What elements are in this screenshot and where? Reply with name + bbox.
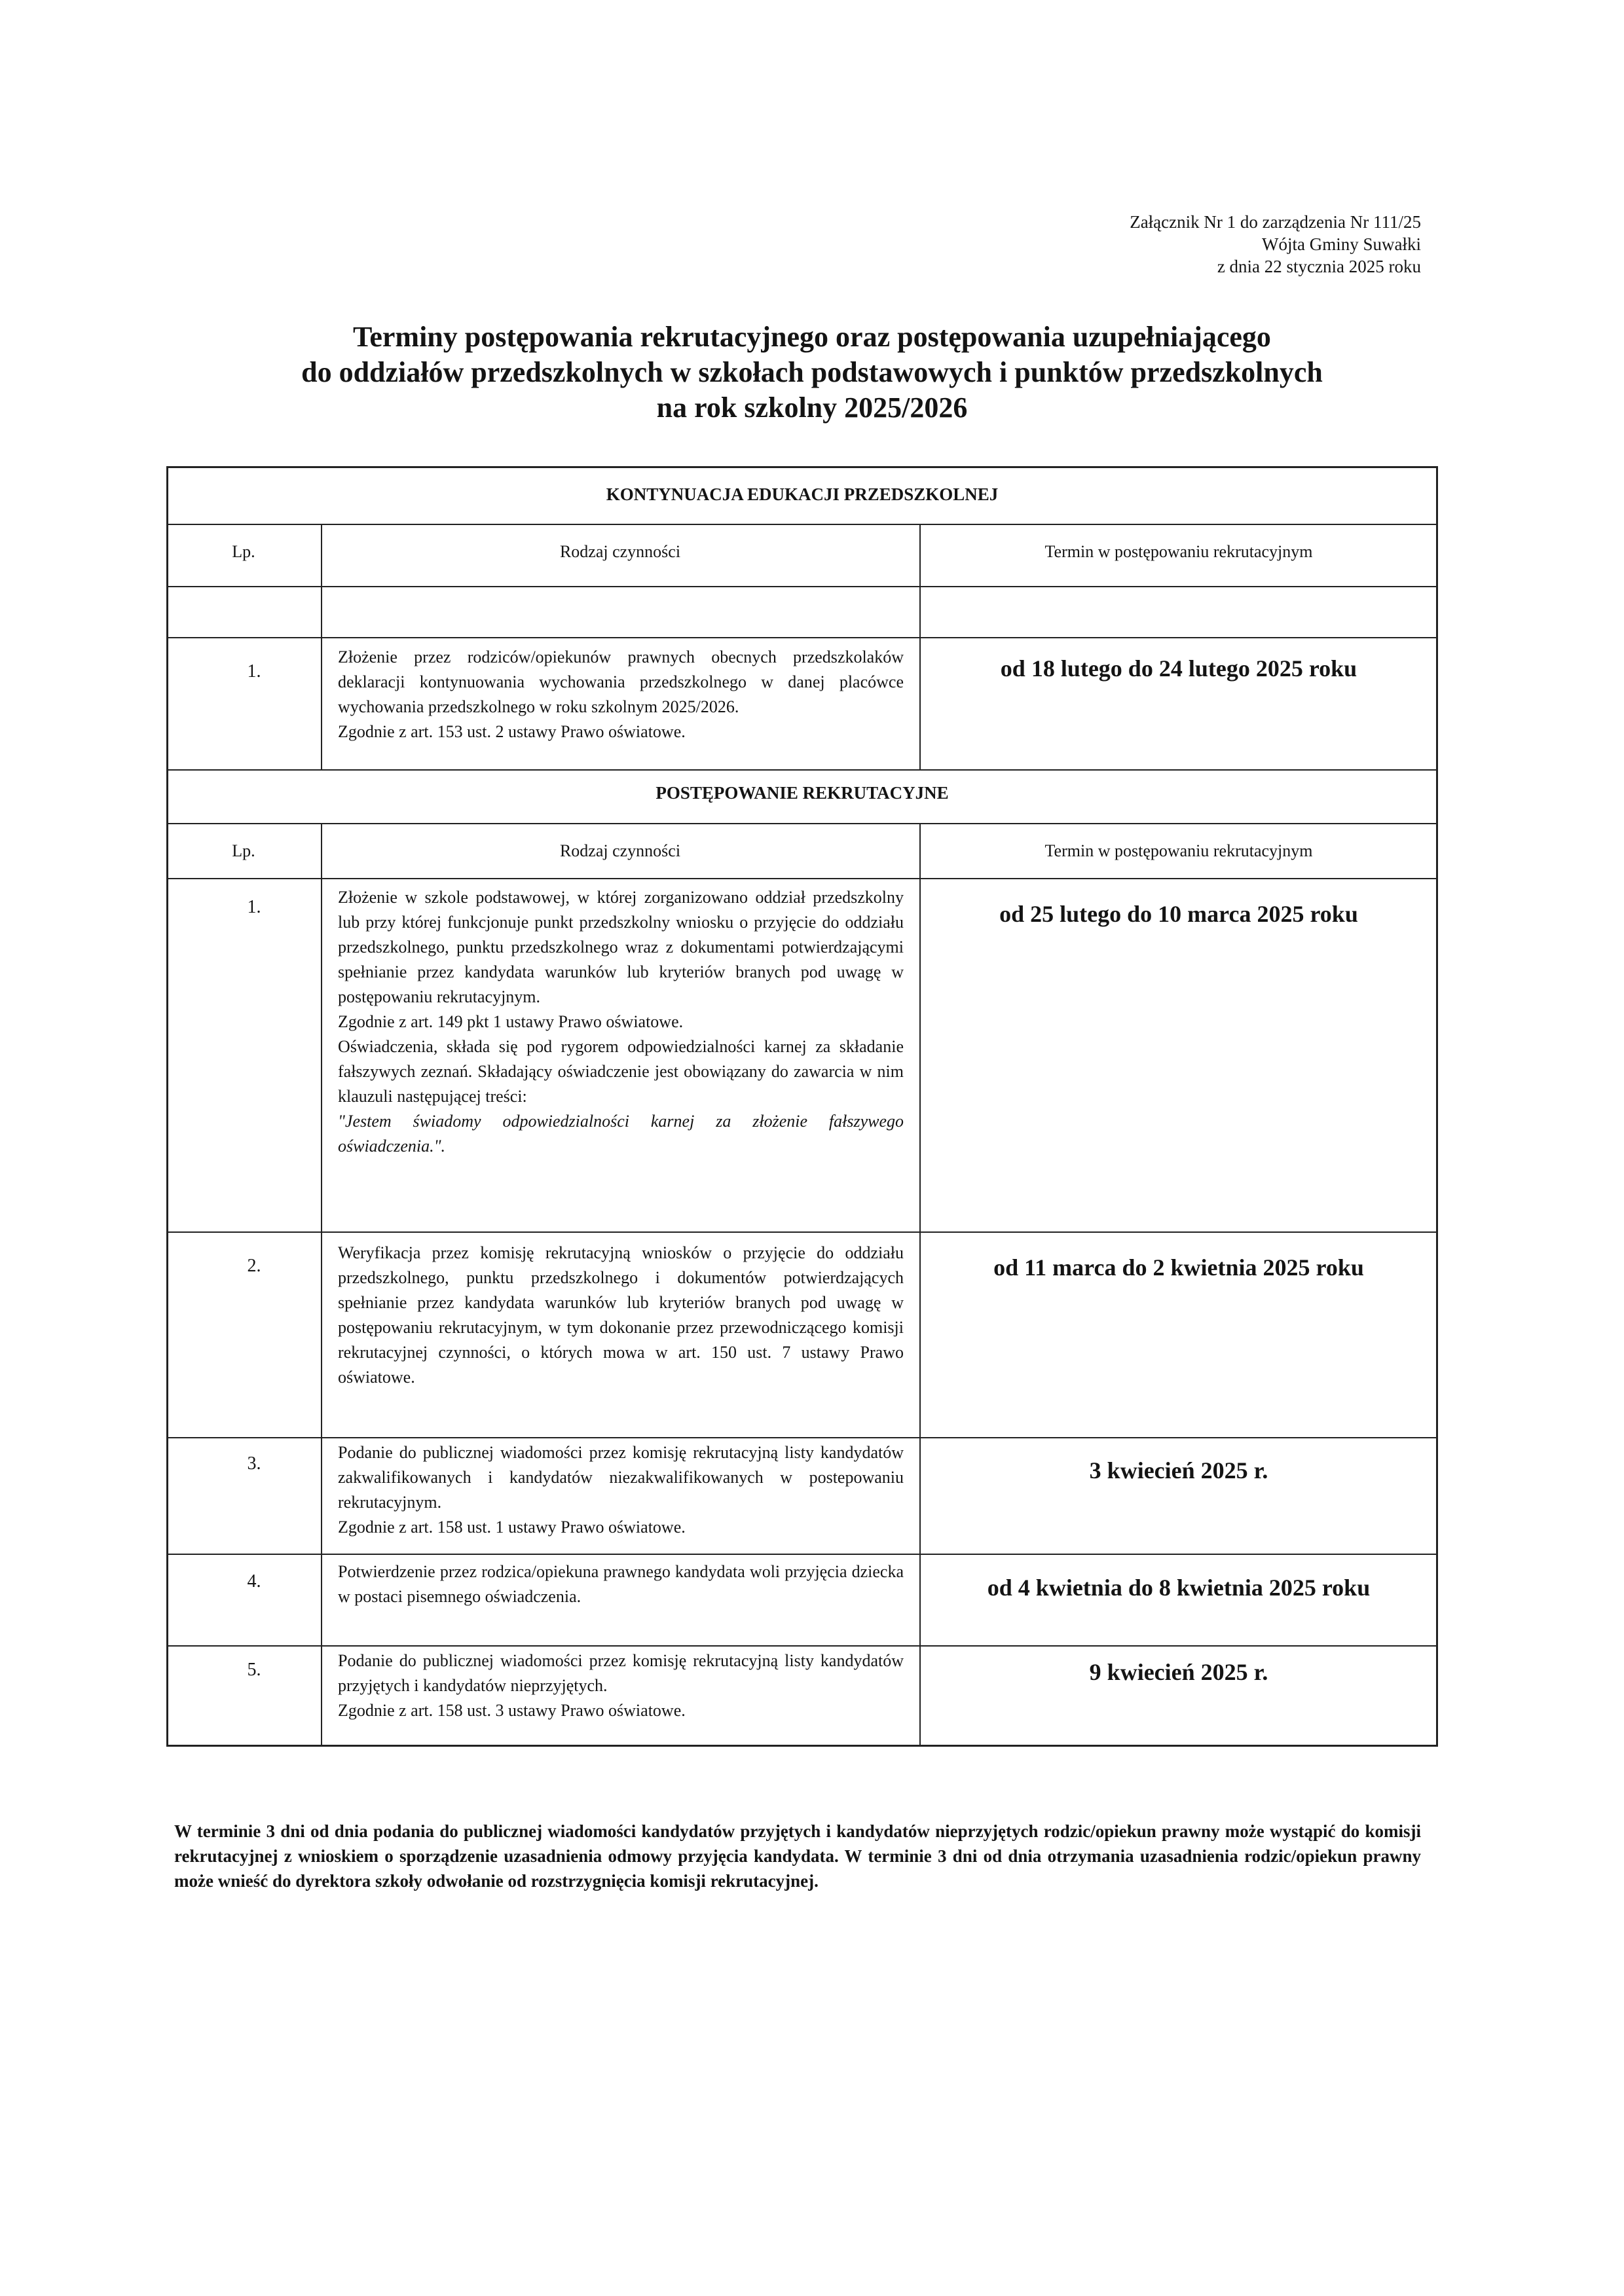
section-title-continuation: KONTYNUACJA EDUKACJI PRZEDSZKOLNEJ xyxy=(606,484,999,504)
column-divider xyxy=(321,823,322,1747)
appeal-procedure-note: W terminie 3 dni od dnia podania do publicznej wiadomości kandydatów przyjętych i kandydatów nieprzyjętych rodzic/opiekun prawny może wystąpić do komisji rekrutacyjnej z wnioskiem o sporządzenie uzasadnienia odmowy przyjęcia kandydata. W terminie 3 dni od dnia otrzymania uzasadnienia rodzic/opiekun prawny może wnieść do dyrektora szkoły odwołanie od rozstrzygnięcia komisji rekrutacyjnej. xyxy=(174,1821,1421,1891)
table-divider xyxy=(166,1554,1438,1555)
deadline: od 4 kwietnia do 8 kwietnia 2025 roku xyxy=(987,1575,1371,1601)
deadline: od 11 marca do 2 kwietnia 2025 roku xyxy=(993,1254,1364,1281)
legal-basis: Zgodnie z art. 158 ust. 3 ustawy Prawo oświatowe. xyxy=(338,1701,686,1720)
activity-description xyxy=(338,1440,904,1540)
table-divider xyxy=(166,1437,1438,1438)
row-number: 1. xyxy=(247,897,261,917)
title-line-2: do oddziałów przedszkolnych w szkołach podstawowych i punktów przedszkolnych xyxy=(301,356,1323,388)
row-number: 3. xyxy=(247,1453,261,1474)
table-divider xyxy=(166,1645,1438,1647)
activity-description xyxy=(338,1241,904,1390)
title-line-3: na rok szkolny 2025/2026 xyxy=(656,392,968,424)
column-header-deadline: Termin w postępowaniu rekrutacyjnym xyxy=(1044,841,1313,860)
activity-text: Podanie do publicznej wiadomości przez komisję rekrutacyjną listy kandydatów zakwalifikowanych i kandydatów niezakwalifikowanych w postepowaniu rekrutacyjnym. xyxy=(338,1443,904,1512)
row-number: 1. xyxy=(247,661,261,682)
table-divider xyxy=(166,524,1438,525)
attachment-line-3: z dnia 22 stycznia 2025 roku xyxy=(1217,257,1421,276)
activity-description xyxy=(338,885,904,1159)
column-header-deadline: Termin w postępowaniu rekrutacyjnym xyxy=(1044,542,1313,561)
activity-text: Potwierdzenie przez rodzica/opiekuna prawnego kandydata woli przyjęcia dziecka w postaci pisemnego oświadczenia. xyxy=(338,1562,904,1606)
section-title-recruitment: POSTĘPOWANIE REKRUTACYJNE xyxy=(655,783,949,803)
attachment-line-2: Wójta Gminy Suwałki xyxy=(1262,234,1421,254)
column-header-lp: Lp. xyxy=(232,542,255,561)
column-header-activity: Rodzaj czynności xyxy=(559,542,681,561)
column-header-lp: Lp. xyxy=(232,841,255,860)
legal-basis: Zgodnie z art. 149 pkt 1 ustawy Prawo oświatowe. xyxy=(338,1012,684,1031)
document-title xyxy=(0,319,1624,426)
attachment-line-1: Załącznik Nr 1 do zarządzenia Nr 111/25 xyxy=(1130,212,1421,232)
deadline: od 25 lutego do 10 marca 2025 roku xyxy=(999,901,1358,927)
activity-text: Podanie do publicznej wiadomości przez komisję rekrutacyjną listy kandydatów przyjętych i kandydatów nieprzyjętych. xyxy=(338,1651,904,1695)
table-divider xyxy=(166,823,1438,824)
table-divider xyxy=(166,1231,1438,1233)
activity-text: Złożenie w szkole podstawowej, w której zorganizowano oddział przedszkolny lub przy której funkcjonuje punkt przedszkolny wniosku o przyjęcie do oddziału przedszkolnego, punktu przedszkolnego wraz z dokumentami potwierdzającymi spełnianie przez kandydata warunków lub kryteriów branych pod uwagę w postępowaniu rekrutacyjnym. xyxy=(338,888,904,1006)
title-line-1: Terminy postępowania rekrutacyjnego oraz postępowania uzupełniającego xyxy=(353,321,1271,353)
activity-description xyxy=(338,1649,904,1723)
attachment-header xyxy=(1130,211,1421,278)
deadline: od 18 lutego do 24 lutego 2025 roku xyxy=(1000,655,1357,682)
declaration-clause: Oświadczenia, składa się pod rygorem odpowiedzialności karnej za składanie fałszywych zeznań. Składający oświadczenie jest obowiązany do zawarcia w nim klauzuli następującej treści: xyxy=(338,1037,904,1106)
deadline: 3 kwiecień 2025 r. xyxy=(1089,1457,1268,1484)
activity-text: Weryfikacja przez komisję rekrutacyjną wniosków o przyjęcie do oddziału przedszkolnego, punktu przedszkolnego i dokumentów potwierdzających spełnianie przez kandydata warunków lub kryteriów branych pod uwagę w postępowaniu rekrutacyjnym, w tym dokonanie przez przewodniczącego komisji rekrutacyjnej czynności, o których mowa w art. 150 ust. 7 ustawy Prawo oświatowe. xyxy=(338,1243,904,1387)
row-number: 2. xyxy=(247,1256,261,1276)
activity-text: Złożenie przez rodziców/opiekunów prawnych obecnych przedszkolaków deklaracji kontynuowania wychowania przedszkolnego w danej placówce wychowania przedszkolnego w roku szkolnym 2025/2026. xyxy=(338,647,904,716)
row-number: 5. xyxy=(247,1660,261,1680)
column-header-activity: Rodzaj czynności xyxy=(559,841,681,860)
row-number: 4. xyxy=(247,1571,261,1592)
legal-basis: Zgodnie z art. 158 ust. 1 ustawy Prawo oświatowe. xyxy=(338,1518,686,1537)
declaration-quote: "Jestem świadomy odpowiedzialności karnej za złożenie fałszywego oświadczenia.". xyxy=(338,1112,904,1156)
legal-basis: Zgodnie z art. 153 ust. 2 ustawy Prawo oświatowe. xyxy=(338,722,686,741)
column-divider xyxy=(919,823,921,1747)
table-divider xyxy=(166,637,1438,638)
activity-description xyxy=(338,645,904,744)
activity-description xyxy=(338,1559,904,1609)
table-divider xyxy=(166,769,1438,771)
deadline: 9 kwiecień 2025 r. xyxy=(1089,1659,1268,1685)
table-divider xyxy=(166,586,1438,587)
table-divider xyxy=(166,878,1438,879)
